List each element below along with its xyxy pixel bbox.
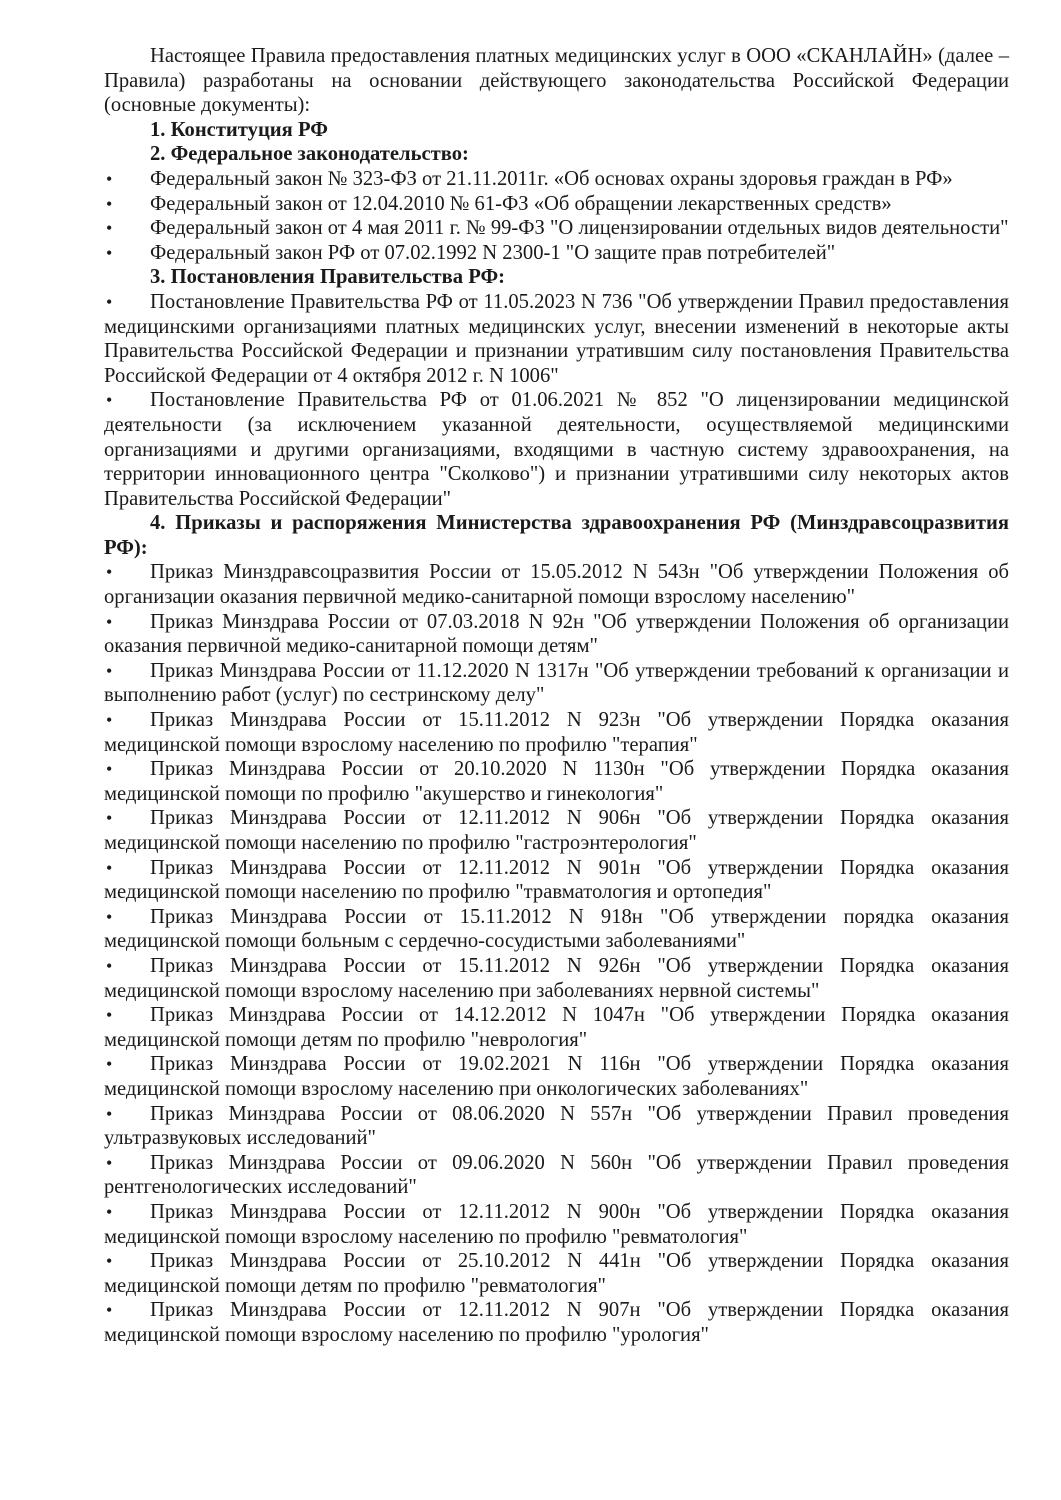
intro-paragraph: Настоящее Правила предоставления платных медицинских услуг в ООО «СКАНЛАЙН» (далее – Правила) разработаны на основании действующего законодательства Российской Федерации (основные документы):: [104, 45, 1009, 117]
list-item-text: Приказ Минздрава России от 15.11.2012 N 926н "Об утверждении Порядка оказания медицинской помощи взрослому населению при заболеваниях нервной системы": [104, 954, 1009, 1002]
bullet-icon: •: [106, 955, 113, 976]
list-item: [104, 1003, 1009, 1052]
bullet-icon: •: [106, 1251, 113, 1272]
list-item: [104, 290, 1009, 388]
list-item-text: Федеральный закон № 323-ФЗ от 21.11.2011г. «Об основах охраны здоровья граждан в РФ»: [150, 167, 953, 190]
bullet-icon: •: [106, 1201, 113, 1222]
list-item-text: Приказ Минздравсоцразвития России от 15.05.2012 N 543н "Об утверждении Положения об организации оказания первичной медико-санитарной помощи взрослому населению": [104, 561, 1009, 609]
list-item: [104, 1151, 1009, 1200]
list-item-text: Федеральный закон РФ от 07.02.1992 N 2300-1 "О защите прав потребителей": [150, 241, 836, 264]
list-item: [104, 1249, 1009, 1298]
list-item-text: Федеральный закон от 12.04.2010 № 61-ФЗ «Об обращении лекарственных средств»: [150, 192, 892, 215]
section-heading-1: [104, 118, 1009, 143]
list-item-text: Приказ Минздрава России от 07.03.2018 N 92н "Об утверждении Положения об организации оказания первичной медико-санитарной помощи детям": [104, 610, 1009, 658]
list-item-text: Постановление Правительства РФ от 01.06.2021 № 852 "О лицензировании медицинской деятельности (за исключением указанной деятельности, осуществляемой медицинскими организациями и другими организациями, входящими в частную систему здравоохранения, на территории инновационного центра "Сколково") и признании утратившими силу некоторых актов Правительства Российской Федерации": [104, 389, 1009, 510]
section-title: Постановления Правительства РФ:: [170, 266, 505, 289]
list-item-text: Приказ Минздрава России от 25.10.2012 N 441н "Об утверждении Порядка оказания медицинской помощи детям по профилю "ревматология": [104, 1250, 1009, 1297]
list-item: [104, 167, 1009, 192]
bullet-icon: •: [106, 808, 113, 829]
section-number: 2.: [150, 143, 166, 166]
list-item: [104, 388, 1009, 511]
section-title: Федеральное законодательство:: [170, 143, 469, 166]
list-item-text: Приказ Минздрава России от 20.10.2020 N 1130н "Об утверждении Порядка оказания медицинской помощи по профилю "акушерство и гинекология": [104, 758, 1009, 805]
list-item: [104, 806, 1009, 855]
section-heading-2: [104, 142, 1009, 167]
list-item-text: Приказ Минздрава России от 14.12.2012 N 1047н "Об утверждении Порядка оказания медицинской помощи детям по профилю "неврология": [104, 1004, 1009, 1051]
list-item-text: Приказ Минздрава России от 19.02.2021 N 116н "Об утверждении Порядка оказания медицинской помощи взрослому населению при онкологических заболеваниях": [104, 1053, 1009, 1100]
bullet-icon: •: [106, 168, 113, 189]
bullet-icon: •: [106, 1300, 113, 1321]
section-number: 4.: [150, 512, 166, 535]
section-heading-4: [104, 511, 1009, 560]
section-title: Приказы и распоряжения Министерства здравоохранения РФ (Минздравсоцразвития РФ):: [104, 512, 1010, 559]
list-item: [104, 560, 1009, 609]
bullet-icon: •: [106, 218, 113, 239]
list-item-text: Приказ Минздрава России от 12.11.2012 N 906н "Об утверждении Порядка оказания медицинской помощи населению по профилю "гастроэнтерология": [104, 807, 1009, 854]
sections-container: [104, 118, 1009, 1348]
list-item: [104, 708, 1009, 757]
bullet-icon: •: [106, 1152, 113, 1173]
section-number: 3.: [150, 266, 166, 289]
list-item: [104, 1200, 1009, 1249]
bullet-icon: •: [106, 242, 113, 263]
list-item: [104, 905, 1009, 954]
list-item-text: Приказ Минздрава России от 09.06.2020 N 560н "Об утверждении Правил проведения рентгенологических исследований": [104, 1151, 1009, 1199]
section-title: Конституция РФ: [170, 118, 328, 141]
bullet-icon: •: [106, 291, 113, 312]
list-item: [104, 192, 1009, 217]
list-item: [104, 241, 1009, 266]
bullet-icon: •: [106, 562, 113, 583]
section-number: 1.: [150, 118, 166, 141]
list-item-text: Приказ Минздрава России от 12.11.2012 N 901н "Об утверждении Порядка оказания медицинской помощи населению по профилю "травматология и ортопедия": [104, 856, 1009, 904]
list-item: [104, 954, 1009, 1003]
bullet-icon: •: [106, 1103, 113, 1124]
list-item: [104, 856, 1009, 905]
bullet-icon: •: [106, 390, 113, 411]
list-item: [104, 610, 1009, 659]
list-item: [104, 1102, 1009, 1151]
list-item-text: Постановление Правительства РФ от 11.05.2023 N 736 "Об утверждении Правил предоставления медицинскими организациями платных медицинских услуг, внесении изменений в некоторые акты Правительства Российской Федерации и признании утратившим силу постановления Правительства Российской Федерации от 4 октября 2012 г. N 1006": [104, 290, 1009, 387]
bullet-icon: •: [106, 193, 113, 214]
bullet-icon: •: [106, 1054, 113, 1075]
bullet-icon: •: [106, 857, 113, 878]
bullet-icon: •: [106, 1005, 113, 1026]
list-item: [104, 659, 1009, 708]
list-item-text: Приказ Минздрава России от 15.11.2012 N 923н "Об утверждении Порядка оказания медицинской помощи взрослому населению по профилю "терапия": [104, 709, 1009, 756]
list-item-text: Приказ Минздрава России от 15.11.2012 N 918н "Об утверждении порядка оказания медицинской помощи больным с сердечно-сосудистыми заболеваниями": [104, 905, 1009, 953]
bullet-icon: •: [106, 710, 113, 731]
list-item-text: Приказ Минздрава России от 08.06.2020 N 557н "Об утверждении Правил проведения ультразвуковых исследований": [104, 1102, 1009, 1150]
list-item-text: Федеральный закон от 4 мая 2011 г. № 99-ФЗ "О лицензировании отдельных видов деятельности": [150, 217, 1009, 240]
list-item: [104, 216, 1009, 241]
list-item-text: Приказ Минздрава России от 12.11.2012 N 900н "Об утверждении Порядка оказания медицинской помощи взрослому населению по профилю "ревматология": [104, 1200, 1009, 1248]
bullet-icon: •: [106, 759, 113, 780]
list-item-text: Приказ Минздрава России от 11.12.2020 N 1317н "Об утверждении требований к организации и выполнению работ (услуг) по сестринскому делу": [104, 659, 1009, 707]
bullet-icon: •: [106, 611, 113, 632]
list-item: [104, 1298, 1009, 1347]
bullet-icon: •: [106, 906, 113, 927]
list-item: [104, 757, 1009, 806]
section-heading-3: [104, 265, 1009, 290]
list-item-text: Приказ Минздрава России от 12.11.2012 N 907н "Об утверждении Порядка оказания медицинской помощи взрослому населению по профилю "урология": [104, 1299, 1009, 1346]
list-item: [104, 1052, 1009, 1101]
bullet-icon: •: [106, 660, 113, 681]
